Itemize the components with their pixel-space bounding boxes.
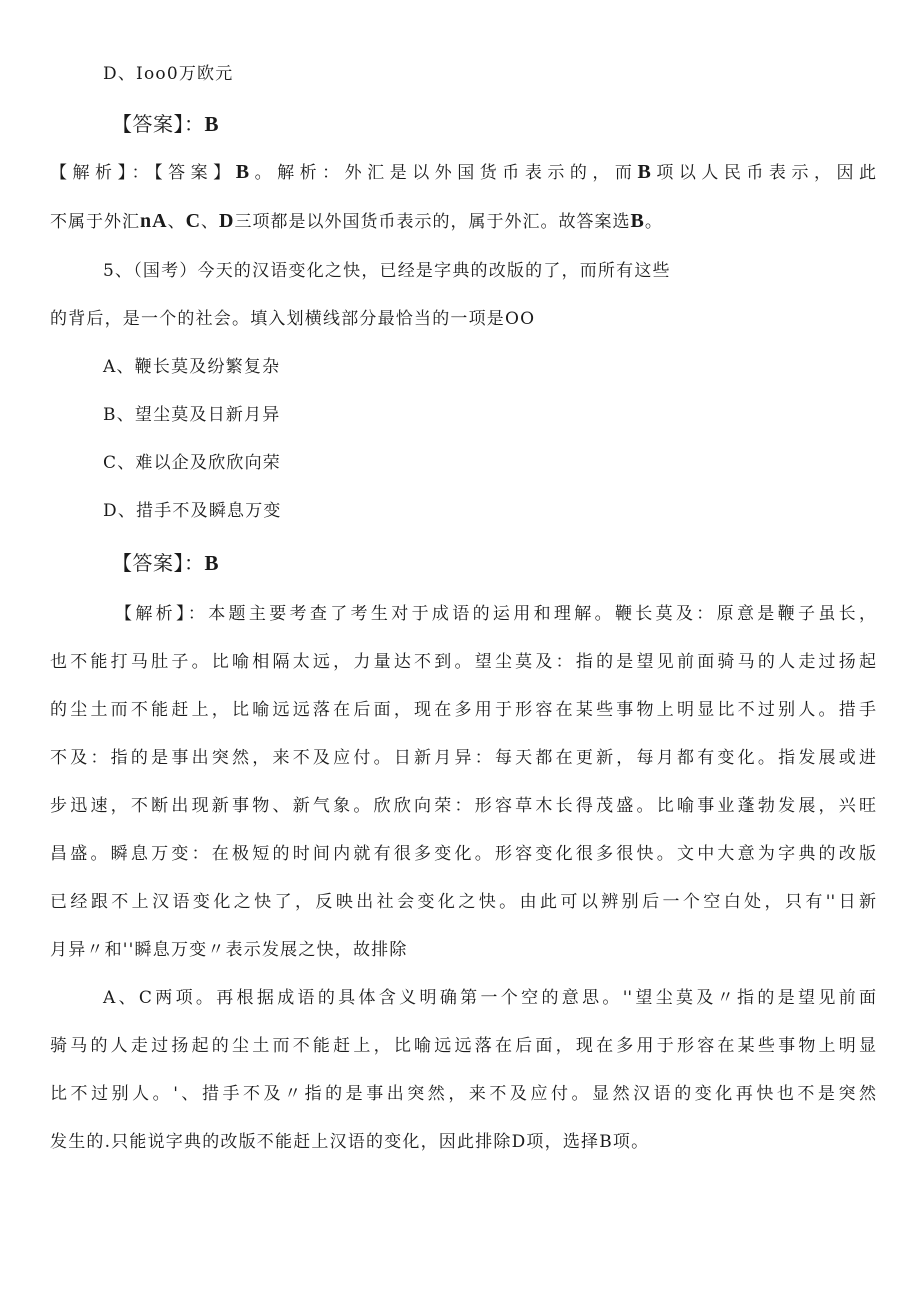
explanation-bold: B: [630, 210, 645, 232]
q5-explanation-para2-line-1: A、C两项。再根据成语的具体含义明确第一个空的意思。''望尘莫及〃指的是望见前面: [103, 988, 876, 1008]
q5-explanation-para2-line-4: 发生的.只能说字典的改版不能赶上汉语的变化，因此排除D项，选择B项。: [50, 1132, 650, 1152]
q5-explanation-line-7: 已经跟不上汉语变化之快了，反映出社会变化之快。由此可以辨别后一个空白处，只有''日新: [50, 892, 876, 912]
q4-option-d: D、Ioo0万欧元: [103, 64, 234, 84]
q4-explanation-line-1: [50, 160, 876, 185]
explanation-bold: D: [219, 210, 235, 232]
q5-option-c: C、难以企及欣欣向荣: [103, 453, 282, 473]
answer-colon: ：: [184, 112, 205, 136]
q5-stem-line-2: 的背后，是一个的社会。填入划横线部分最恰当的一项是OO: [50, 309, 536, 329]
explanation-bold: B: [235, 161, 250, 183]
explanation-text: 。解析：外汇是以外国货币表示的，而: [249, 163, 638, 183]
q5-stem-line-1: 5、（国考）今天的汉语变化之快，已经是字典的改版的了，而所有这些: [103, 261, 671, 281]
explanation-bold: nA: [140, 210, 168, 232]
q5-explanation-para2-line-2: 骑马的人走过扬起的尘土而不能赶上，比喻远远落在后面，现在多用于形容在某些事物上明显: [50, 1036, 876, 1056]
q5-option-a: A、鞭长莫及纷繁复杂: [103, 357, 281, 377]
explanation-text: 不属于外汇: [50, 212, 140, 232]
q5-explanation-line-1: 【解析】：本题主要考查了考生对于成语的运用和理解。鞭长莫及：原意是鞭子虽长，: [115, 604, 876, 624]
q4-answer: [112, 112, 219, 136]
q5-explanation-line-4: 不及：指的是事出突然，来不及应付。日新月异：每天都在更新，每月都有变化。指发展或进: [50, 748, 876, 768]
q5-option-d: D、措手不及瞬息万变: [103, 501, 282, 521]
answer-label: 【答案】: [112, 551, 184, 575]
explanation-bold: C: [185, 210, 202, 232]
explanation-text: 、: [201, 212, 220, 232]
explanation-text: 。: [644, 212, 663, 232]
q5-explanation-line-6: 昌盛。瞬息万变：在极短的时间内就有很多变化。形容变化很多很快。文中大意为字典的改版: [50, 844, 876, 864]
q5-option-b: B、望尘莫及日新月异: [103, 405, 281, 425]
explanation-text: 【解析】：【答案】: [50, 163, 236, 183]
explanation-text: 项以人民币表示，因此: [650, 163, 877, 183]
explanation-bold: B: [637, 161, 651, 183]
explanation-text: 、: [167, 212, 186, 232]
q5-explanation-line-5: 步迅速，不断出现新事物、新气象。欣欣向荣：形容草木长得茂盛。比喻事业蓬勃发展，兴旺: [50, 796, 876, 816]
q5-explanation-line-8: 月异〃和''瞬息万变〃表示发展之快，故排除: [50, 940, 408, 960]
answer-label: 【答案】: [112, 112, 184, 136]
q4-explanation-line-2: [50, 209, 663, 234]
answer-colon: ：: [184, 551, 205, 575]
q5-explanation-line-3: 的尘土而不能赶上，比喻远远落在后面，现在多用于形容在某些事物上明显比不过别人。措手: [50, 700, 876, 720]
q5-answer: [112, 551, 219, 575]
q5-explanation-line-2: 也不能打马肚子。比喻相隔太远，力量达不到。望尘莫及：指的是望见前面骑马的人走过扬起: [50, 652, 876, 672]
answer-value: B: [204, 112, 220, 136]
answer-value: B: [204, 551, 220, 575]
q5-explanation-para2-line-3: 比不过别人。'、措手不及〃指的是事出突然，来不及应付。显然汉语的变化再快也不是突然: [50, 1084, 876, 1104]
explanation-text: 三项都是以外国货币表示的，属于外汇。故答案选: [234, 212, 631, 232]
